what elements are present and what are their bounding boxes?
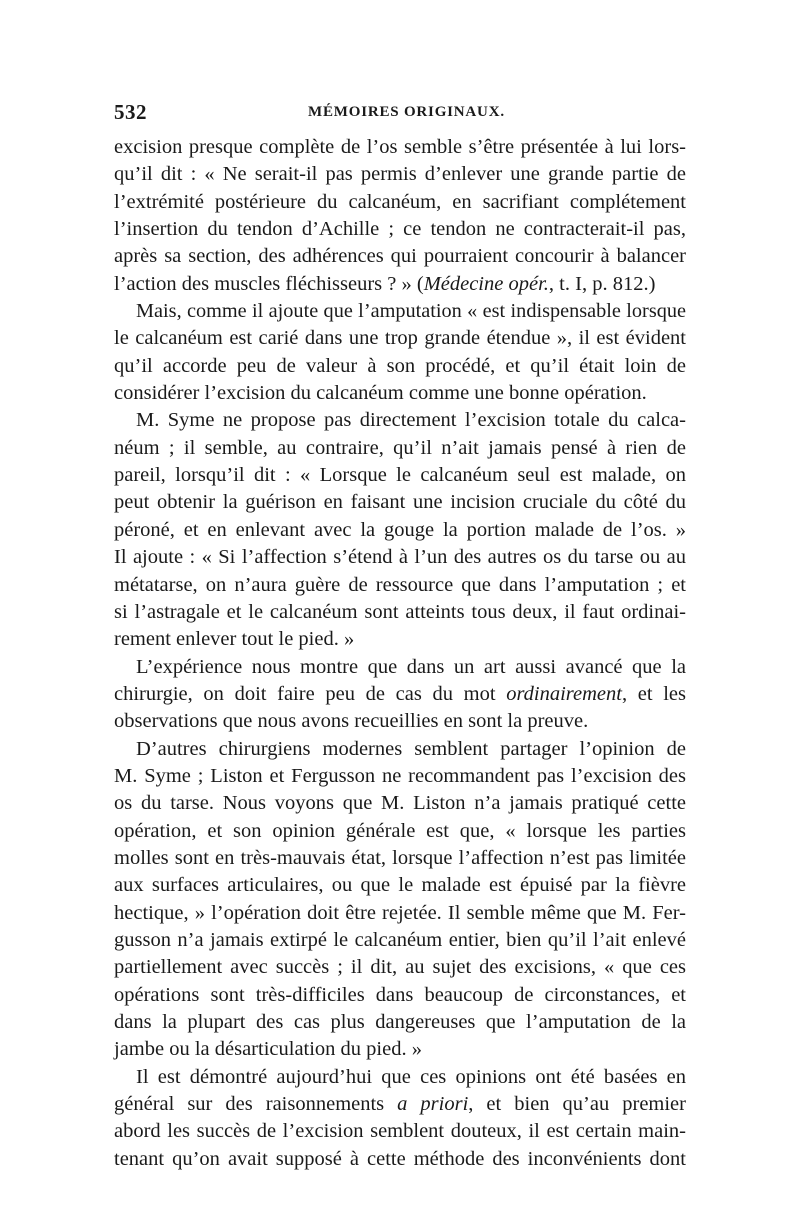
text-line: si l’astragale et le calcanéum sont atteints tous deux, il faut ordinai-	[114, 600, 686, 623]
text-line: aux surfaces articulaires, ou que le malade est épuisé par la fièvre	[114, 874, 686, 897]
text-line: néum ; il semble, au contraire, qu’il n’ait jamais pensé à rien de	[114, 436, 686, 459]
text-line: le calcanéum est carié dans une trop grande étendue », il est évident	[114, 327, 686, 350]
text-line: Il est démontré aujourd’hui que ces opinions ont été basées en	[136, 1065, 686, 1088]
italic-term: ordinairement	[506, 682, 622, 705]
text-line: Il ajoute : « Si l’affection s’étend à l’un des autres os du tarse ou au	[114, 546, 686, 569]
running-head: MÉMOIRES ORIGINAUX.	[308, 104, 505, 120]
text-line: observations que nous avons recueillies en sont la preuve.	[114, 710, 589, 733]
text-line: pareil, lorsqu’il dit : « Lorsque le calcanéum seul est malade, on	[114, 464, 686, 487]
text-line: l’extrémité postérieure du calcanéum, en sacrifiant complétement	[114, 190, 686, 213]
text-line: rement enlever tout le pied. »	[114, 628, 355, 651]
text-line: peut obtenir la guérison en faisant une incision cruciale du côté du	[114, 491, 686, 514]
text-line: hectique, » l’opération doit être rejetée. Il semble même que M. Fer-	[114, 901, 686, 924]
text-line: considérer l’excision du calcanéum comme une bonne opération.	[114, 382, 647, 405]
text-line: D’autres chirurgiens modernes semblent partager l’opinion de	[136, 737, 686, 760]
text-line: opérations sont très-difficiles dans beaucoup de circonstances, et	[114, 983, 686, 1006]
text-segment: , et bien qu’au premier	[468, 1093, 686, 1116]
text-line: os du tarse. Nous voyons que M. Liston n’a jamais pratiqué cette	[114, 792, 686, 815]
text-line: tenant qu’on avait supposé à cette méthode des inconvénients dont	[114, 1147, 686, 1170]
text-line	[114, 681, 686, 708]
text-line: l’insertion du tendon d’Achille ; ce tendon ne contracterait-il pas,	[114, 218, 686, 241]
text-line: qu’il dit : « Ne serait-il pas permis d’enlever une grande partie de	[114, 163, 686, 186]
text-line	[114, 271, 686, 298]
text-segment: , et les	[621, 682, 686, 705]
text-line: métatarse, on n’aura guère de ressource que dans l’amputation ; et	[114, 573, 686, 596]
text-line: M. Syme ne propose pas directement l’excision totale du calca-	[136, 409, 686, 432]
italic-term: Médecine opér.	[423, 272, 549, 295]
text-line: gusson n’a jamais extirpé le calcanéum entier, bien qu’il l’ait enlevé	[114, 928, 686, 951]
text-line: abord les succès de l’excision semblent douteux, il est certain main-	[114, 1120, 686, 1143]
text-line: après sa section, des adhérences qui pourraient concourir à balancer	[114, 245, 686, 268]
text-line: péroné, et en enlevant avec la gouge la portion malade de l’os. »	[114, 518, 686, 541]
text-line: L’expérience nous montre que dans un art aussi avancé que la	[136, 655, 686, 678]
page-number: 532	[114, 100, 147, 124]
text-segment: , t. I, p. 812.)	[548, 272, 656, 295]
text-line: opération, et son opinion générale est que, « lorsque les parties	[114, 819, 686, 842]
text-line: jambe ou la désarticulation du pied. »	[114, 1038, 422, 1061]
text-line: partiellement avec succès ; il dit, au sujet des excisions, « que ces	[114, 956, 686, 979]
page-header	[114, 100, 686, 126]
text-line	[114, 1091, 686, 1118]
text-segment: chirurgie, on doit faire peu de cas du mot	[114, 682, 507, 705]
text-line: excision presque complète de l’os semble s’être présentée à lui lors-	[114, 136, 686, 158]
text-line: dans la plupart des cas plus dangereuses que l’amputation de la	[114, 1011, 686, 1033]
body-text	[114, 134, 686, 1173]
text-line: molles sont en très-mauvais état, lorsque l’affection n’est pas limitée	[114, 846, 686, 869]
text-line: M. Syme ; Liston et Fergusson ne recommandent pas l’excision des	[114, 764, 686, 787]
text-segment: général sur des raisonnements	[114, 1093, 398, 1116]
text-line: qu’il accorde peu de valeur à son procédé, et qu’il était loin de	[114, 354, 686, 377]
text-segment: l’action des muscles fléchisseurs ? » (	[114, 272, 424, 295]
italic-term: a priori	[397, 1093, 469, 1116]
text-line: Mais, comme il ajoute que l’amputation « est indispensable lorsque	[136, 300, 686, 323]
